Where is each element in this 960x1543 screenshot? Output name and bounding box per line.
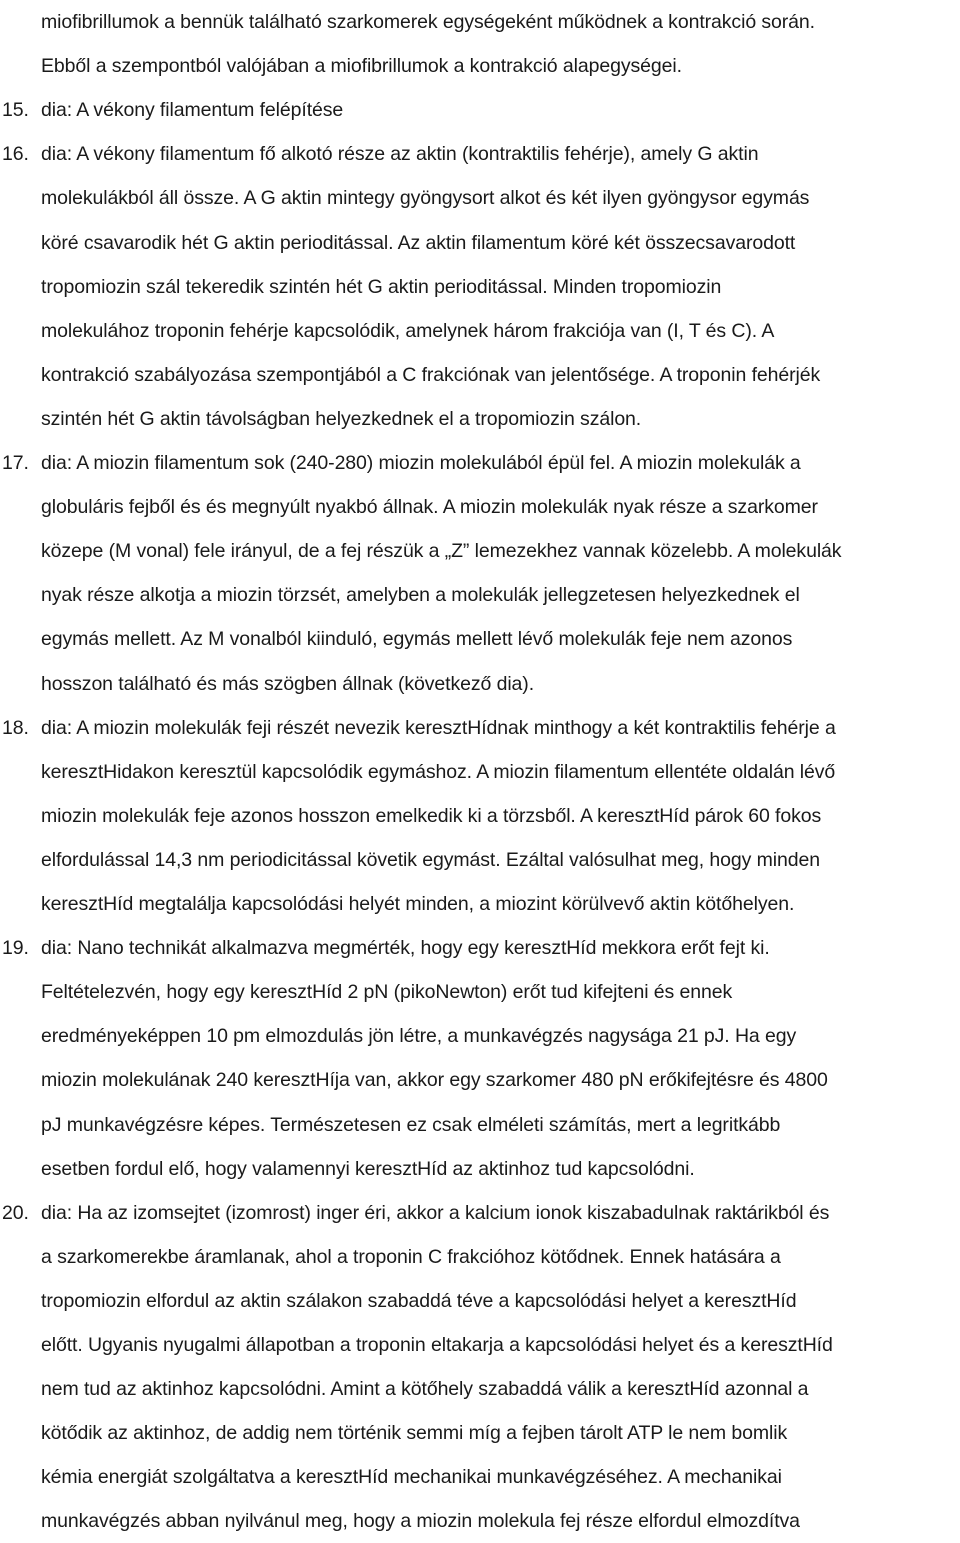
paragraph-text: dia: A miozin filamentum sok (240-280) miozin molekulából épül fel. A miozin molekulák a [41,452,801,474]
paragraph-text: dia: A miozin molekulák feji részét nevezik keresztHídnak minthogy a két kontraktilis fehérje a [41,716,836,739]
paragraph-text: globuláris fejből és és megnyúlt nyakbó állnak. A miozin molekulák nyak része a szarkomer [41,496,818,519]
paragraph-text: munkavégzés abban nyilvánul meg, hogy a miozin molekula fej része elfordul elmozdítva [41,1510,800,1533]
paragraph-text: hosszon található és más szögben állnak (következő dia). [41,672,535,695]
paragraph-text: tropomiozin szál tekeredik szintén hét G aktin perioditással. Minden tropomiozin [41,275,722,298]
slide-number: 20. [2,1201,29,1224]
paragraph-text: tropomiozin elfordul az aktin szálakon szabaddá téve a kapcsolódási helyet a keresztHíd [41,1289,797,1312]
paragraph-text: Feltételezvén, hogy egy keresztHíd 2 pN (pikoNewton) erőt tud kifejteni és ennek [41,981,733,1004]
paragraph-text: keresztHidakon keresztül kapcsolódik egymáshoz. A miozin filamentum ellentéte oldalán lévő [41,760,836,783]
paragraph-text: kötődik az aktinhoz, de addig nem történik semmi míg a fejben tárolt ATP le nem bomlik [41,1422,788,1445]
paragraph-text: egymás mellett. Az M vonalból kiinduló, egymás mellett lévő molekulák feje nem azonos [41,628,793,651]
slide-number: 19. [2,937,29,960]
paragraph-text: dia: Nano technikát alkalmazva megmérték, hogy egy keresztHíd mekkora erőt fejt ki. [41,937,770,960]
paragraph-text: dia: Ha az izomsejtet (izomrost) inger éri, akkor a kalcium ionok kiszabadulnak raktárikból és [41,1201,830,1224]
paragraph-text: kontrakció szabályozása szempontjából a C frakciónak van jelentősége. A troponin fehérjék [41,363,821,386]
paragraph-text: dia: A vékony filamentum fő alkotó része az aktin (kontraktilis fehérje), amely G aktin [41,143,759,166]
paragraph-text: kémia energiát szolgáltatva a keresztHíd mechanikai munkavégzéséhez. A mechanikai [41,1466,782,1489]
paragraph-text: keresztHíd megtalálja kapcsolódási helyét minden, a miozint körülvevő aktin kötőhelyen. [41,893,795,915]
paragraph-text: dia: A vékony filamentum felépítése [41,99,344,122]
paragraph-text: eredményeképpen 10 pm elmozdulás jön létre, a munkavégzés nagysága 21 pJ. Ha egy [41,1025,797,1048]
slide-number: 17. [2,452,29,474]
paragraph-text: molekulához troponin fehérje kapcsolódik, amelynek három frakciója van (I, T és C). A [41,319,775,342]
slide-number: 16. [2,143,29,166]
paragraph-text: miozin molekulának 240 keresztHíja van, akkor egy szarkomer 480 pN erőkifejtésre és 4800 [41,1069,828,1092]
paragraph-text: miofibrillumok a bennük található szarkomerek egységeként működnek a kontrakció során. [41,11,815,33]
paragraph-text: elfordulással 14,3 nm periodicitással követik egymást. Ezáltal valósulhat meg, hogy minden [41,848,820,871]
paragraph-text: közepe (M vonal) fele irányul, de a fej részük a „Z” lemezekhez vannak közelebb. A molekulák [41,540,842,563]
paragraph-text: a szarkomerekbe áramlanak, ahol a troponin C frakcióhoz kötődnek. Ennek hatására a [41,1245,781,1268]
paragraph-text: szintén hét G aktin távolságban helyezkednek el a tropomiozin szálon. [41,407,642,430]
paragraph-text: nem tud az aktinhoz kapcsolódni. Amint a kötőhely szabaddá válik a keresztHíd azonnal a [41,1378,809,1401]
slide-number: 15. [2,99,29,122]
paragraph-text: esetben fordul elő, hogy valamennyi keresztHíd az aktinhoz tud kapcsolódni. [41,1157,695,1180]
paragraph-text: nyak része alkotja a miozin törzsét, amelyben a molekulák jellegzetesen helyezkednek el [41,584,800,607]
paragraph-text: molekulákból áll össze. A G aktin mintegy gyöngysort alkot és két ilyen gyöngysor egymás [41,187,810,210]
paragraph-text: miozin molekulák feje azonos hosszon emelkedik ki a törzsből. A keresztHíd párok 60 fokos [41,804,822,827]
slide-number: 18. [2,716,29,739]
paragraph-text: Ebből a szempontból valójában a miofibrillumok a kontrakció alapegységei. [41,55,682,78]
paragraph-text: pJ munkavégzésre képes. Természetesen ez csak elméleti számítás, mert a legritkább [41,1113,781,1136]
paragraph-text: előtt. Ugyanis nyugalmi állapotban a troponin eltakarja a kapcsolódási helyet és a keresztHíd [41,1334,833,1356]
paragraph-text: köré csavarodik hét G aktin perioditással. Az aktin filamentum köré két összecsavarodott [41,231,796,254]
